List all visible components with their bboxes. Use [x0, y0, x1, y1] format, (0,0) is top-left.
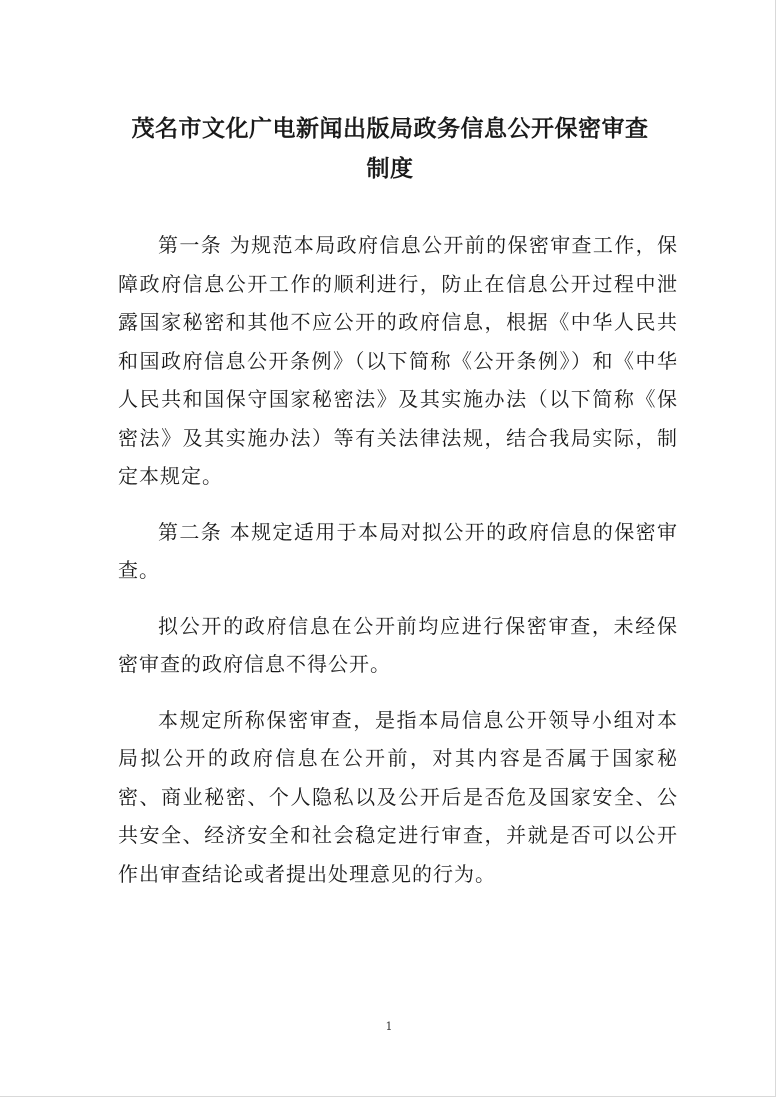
- paragraph-review-definition: 本规定所称保密审查，是指本局信息公开领导小组对本局拟公开的政府信息在公开前，对其内容是否属于国家秘密、商业秘密、个人隐私以及公开后是否危及国家安全、公共安全、经济安全和社会稳定进行审查，并就是否可以公开作出审查结论或者提出处理意见的行为。: [118, 707, 678, 886]
- paragraph-review-requirement: 拟公开的政府信息在公开前均应进行保密审查，未经保密审查的政府信息不得公开。: [118, 613, 678, 676]
- paragraph-article-2: 第二条 本规定适用于本局对拟公开的政府信息的保密审查。: [118, 519, 678, 582]
- paragraph-article-1: 第一条 为规范本局政府信息公开前的保密审查工作，保障政府信息公开工作的顺利进行，防止在信息公开过程中泄露国家秘密和其他不应公开的政府信息，根据《中华人民共和国政府信息公开条例》（以下简称《公开条例》）和《中华人民共和国保守国家秘密法》及其实施办法（以下简称《保密法》及其实施办法）等有关法律法规，结合我局实际，制定本规定。: [118, 233, 678, 488]
- page-number: 1: [385, 1020, 393, 1033]
- document-title-line-2: 制度: [366, 156, 414, 182]
- document-title-line-1: 茂名市文化广电新闻出版局政务信息公开保密审查: [131, 116, 649, 142]
- document-body: [118, 226, 678, 910]
